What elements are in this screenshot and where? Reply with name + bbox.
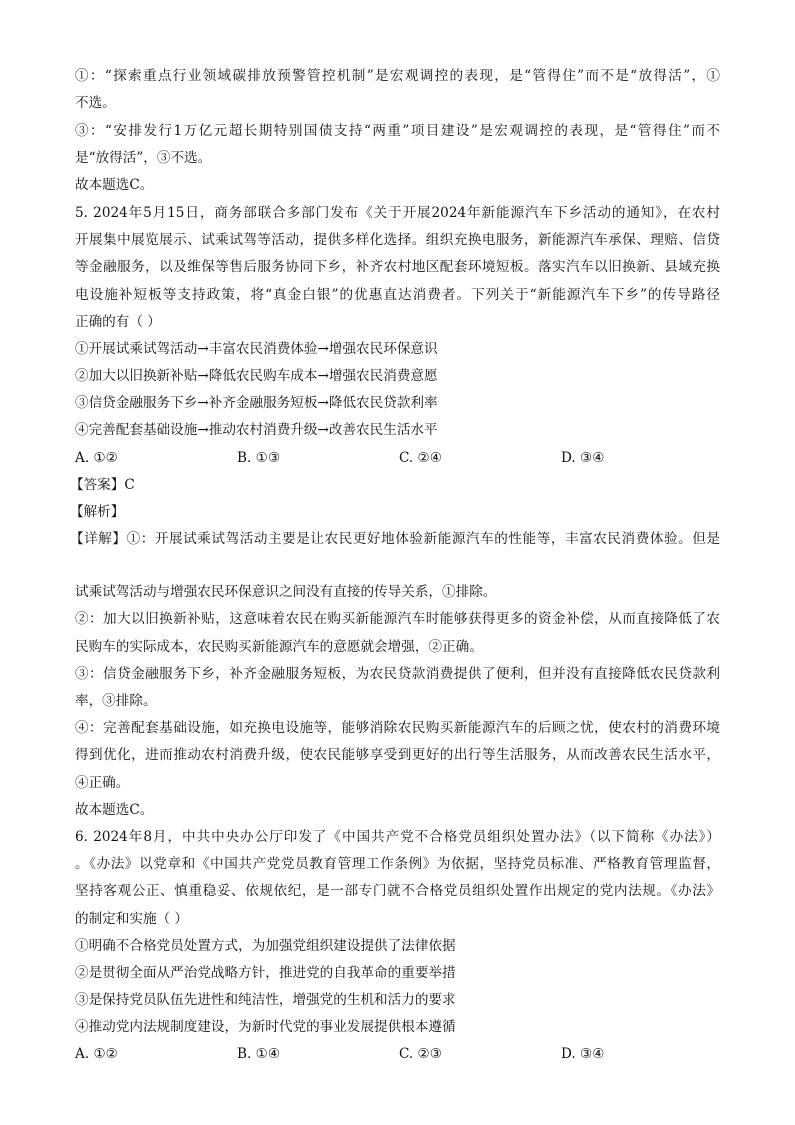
q4-analysis-line-1: ①：“探索重点行业领域碳排放预警管控机制”是宏观调控的表现，是“管得住”而不是“放得活”，①: [75, 68, 720, 84]
q6-option-b: B. ①④: [237, 1046, 281, 1062]
q4-analysis-line-2: 不选。: [75, 95, 116, 111]
q5-detail-line-5: ③：信贷金融服务下乡，补齐金融服务短板，为农民贷款消费提供了便利，但并没有直接降低农民贷款利: [75, 666, 720, 682]
q5-item-4: ④完善配套基础设施→推动农村消费升级→改善农民生活水平: [75, 422, 438, 438]
q5-detail-line-3: ②：加大以旧换新补贴，这意味着农民在购买新能源汽车时能够获得更多的资金补偿，从而直接降低了农: [75, 611, 720, 627]
q5-detail-line-2: 试乘试驾活动与增强农民环保意识之间没有直接的传导关系，①排除。: [75, 584, 497, 600]
q5-detail-line-9: ④正确。: [75, 775, 130, 791]
q5-option-c: C. ②④: [399, 450, 442, 466]
q6-stem-line-2: 。《办法》以党章和《中国共产党党员教育管理工作条例》为依据，坚持党员标准、严格教育管理监督，: [75, 856, 720, 872]
q6-stem-line-3: 坚持客观公正、慎重稳妥、依规依纪，是一部专门就不合格党员组织处置作出规定的党内法规。《办法》: [75, 883, 720, 899]
q6-stem-line-4: 的制定和实施（ ）: [75, 911, 189, 927]
q6-item-4: ④推动党内法规制度建设，为新时代党的事业发展提供根本遵循: [75, 1019, 456, 1035]
q5-detail-line-4: 民购车的实际成本，农民购买新能源汽车的意愿就会增强，②正确。: [75, 639, 483, 655]
q5-answer: 【答案】C: [70, 477, 135, 493]
q6-option-d: D. ③④: [561, 1046, 605, 1062]
q5-detail-line-7: ④：完善配套基础设施，如充换电设施等，能够消除农民购买新能源汽车的后顾之忧，使农村的消费环境: [75, 720, 720, 736]
q6-item-3: ③是保持党员队伍先进性和纯洁性，增强党的生机和活力的要求: [75, 992, 456, 1008]
q4-analysis-line-3: ③：“安排发行1万亿元超长期特别国债支持“两重”项目建设”是宏观调控的表现，是“管得住”而不: [75, 123, 720, 139]
q5-stem-line-3: 等金融服务，以及维保等售后服务协同下乡，补齐农村地区配套环境短板。落实汽车以旧换新、县域充换: [75, 259, 720, 275]
q5-stem-line-5: 正确的有（ ）: [75, 314, 161, 330]
q5-stem-line-1: 5. 2024年5月15日，商务部联合多部门发布《关于开展2024年新能源汽车下乡活动的通知》，在农村: [75, 205, 720, 221]
q5-conclusion: 故本题选C。: [75, 802, 154, 818]
q5-detail-line-8: 得到优化，进而推动农村消费升级，使农民能够享受到更好的出行等生活服务，从而改善农民生活水平，: [75, 747, 720, 763]
q5-detail-line-6: 率，③排除。: [75, 693, 157, 709]
q5-detail-line-1: 【详解】①：开展试乘试驾活动主要是让农民更好地体验新能源汽车的性能等，丰富农民消费体验。但是: [70, 531, 720, 547]
q4-analysis-line-4: 是“放得活”，③不选。: [75, 150, 212, 166]
q5-stem-line-4: 电设施补短板等支持政策，将“真金白银”的优惠直达消费者。下列关于“新能源汽车下乡”的传导路径: [75, 287, 720, 303]
q5-analysis-label: 【解析】: [70, 504, 125, 520]
q6-stem-line-1: 6. 2024年8月，中共中央办公厅印发了《中国共产党不合格党员组织处置办法》（以下简称《办法》）: [75, 829, 720, 845]
q5-option-a: A. ①②: [75, 450, 118, 466]
q4-conclusion: 故本题选C。: [75, 177, 154, 193]
q6-option-a: A. ①②: [75, 1046, 118, 1062]
q5-item-3: ③信贷金融服务下乡→补齐金融服务短板→降低农民贷款利率: [75, 395, 438, 411]
q5-option-b: B. ①③: [237, 450, 281, 466]
q6-option-c: C. ②③: [399, 1046, 442, 1062]
q5-option-d: D. ③④: [561, 450, 605, 466]
q5-stem-line-2: 开展集中展览展示、试乘试驾等活动，提供多样化选择。组织充换电服务，新能源汽车承保、理赔、信贷: [75, 232, 720, 248]
q6-item-1: ①明确不合格党员处置方式，为加强党组织建设提供了法律依据: [75, 938, 456, 954]
q5-item-2: ②加大以旧换新补贴→降低农民购车成本→增强农民消费意愿: [75, 368, 438, 384]
q5-item-1: ①开展试乘试驾活动→丰富农民消费体验→增强农民环保意识: [75, 341, 438, 357]
q6-item-2: ②是贯彻全面从严治党战略方针，推进党的自我革命的重要举措: [75, 965, 456, 981]
